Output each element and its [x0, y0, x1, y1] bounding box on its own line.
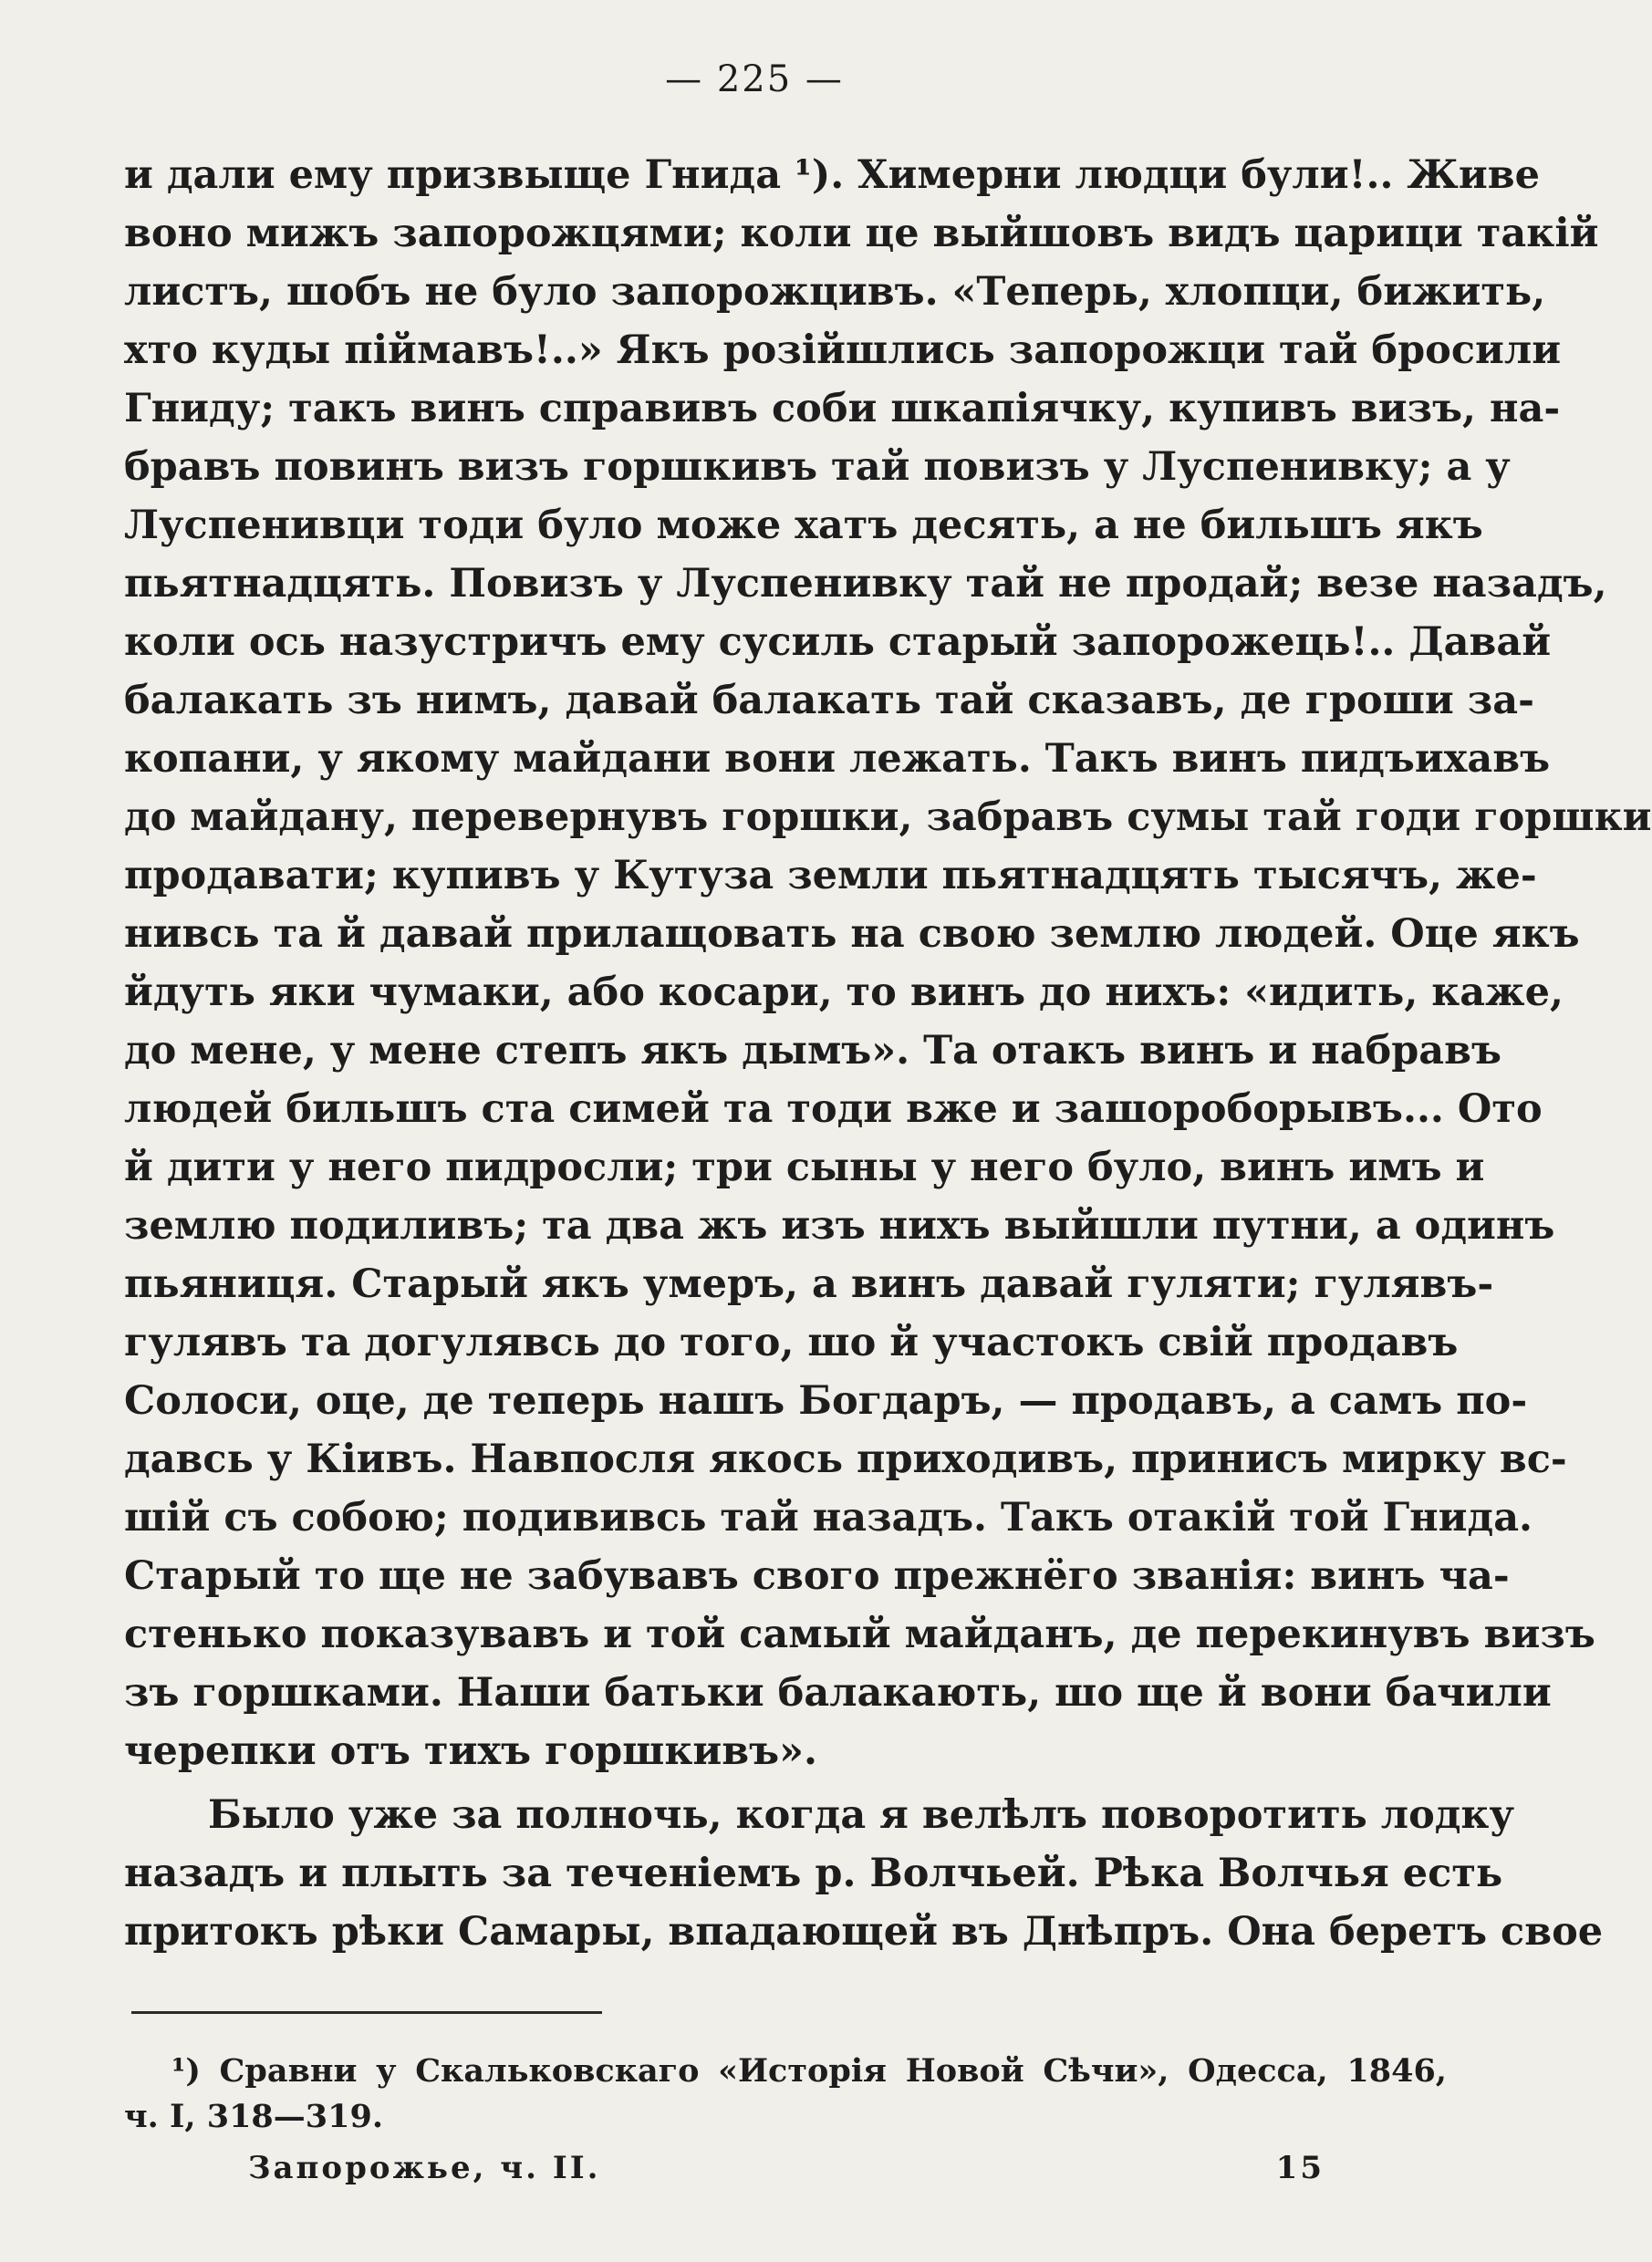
signature-mark: Запорожье, ч. II.: [248, 2150, 601, 2186]
text-line: воно мижъ запорожцями; коли це выйшовъ видъ царици такій: [124, 211, 1599, 256]
text-line: и дали ему призвыще Гнида ¹). Химерни людци були!.. Живе: [124, 152, 1540, 198]
text-line: балакать зъ нимъ, давай балакать тай сказавъ, де гроши за-: [124, 678, 1534, 723]
text-line: й дити у него пидросли; три сыны у него було, винъ имъ и: [124, 1145, 1485, 1190]
footnote-divider: [131, 2011, 602, 2014]
text-line: до мене, у мене степъ якъ дымъ». Та отакъ винъ и набравъ: [124, 1028, 1501, 1074]
text-line: шій съ собою; подививсь тай назадъ. Такъ отакій той Гнида.: [124, 1495, 1533, 1541]
text-line: листъ, шобъ не було запорожцивъ. «Теперь, хлопци, бижить,: [124, 269, 1546, 315]
text-line: пьятнадцять. Повизъ у Луспенивку тай не продай; везе назадъ,: [124, 561, 1607, 607]
text-line: хто куды піймавъ!..» Якъ розійшлись запорожци тай бросили: [124, 327, 1562, 373]
footnote: [124, 2049, 1447, 2140]
text-line: до майдану, перевернувъ горшки, забравъ сумы тай годи горшки: [124, 794, 1652, 840]
footnote-line: ч. I, 318—319.: [124, 2098, 384, 2135]
sheet-number: 15: [1275, 2150, 1325, 2186]
text-line: назадъ и плыть за теченіемъ р. Волчьей. Рѣка Волчья есть: [124, 1851, 1503, 1896]
text-line: притокъ рѣки Самары, впадающей въ Днѣпръ. Она беретъ свое: [124, 1909, 1604, 1955]
text-line: землю подиливъ; та два жъ изъ нихъ выйшли путни, а одинъ: [124, 1203, 1555, 1249]
text-line: нивсь та й давай прилащовать на свою землю людей. Оце якъ: [124, 911, 1580, 957]
text-line: Было уже за полночь, когда я велѣлъ поворотить лодку: [208, 1792, 1514, 1838]
text-line: Солоси, оце, де теперь нашъ Богдаръ, — продавъ, а самъ по-: [124, 1378, 1528, 1424]
text-line: Луспенивци тоди було може хатъ десять, а не бильшъ якъ: [124, 503, 1483, 548]
text-line: пьяниця. Старый якъ умеръ, а винъ давай гуляти; гулявъ-: [124, 1261, 1494, 1307]
text-line: давсь у Кіивъ. Навпосля якось приходивъ, принисъ мирку вс-: [124, 1437, 1567, 1482]
text-line: гулявъ та догулявсь до того, шо й участокъ свій продавъ: [124, 1320, 1459, 1365]
text-line: бравъ повинъ визъ горшкивъ тай повизъ у Луспенивку; а у: [124, 444, 1511, 490]
text-line: стенько показувавъ и той самый майданъ, де перекинувъ визъ: [124, 1612, 1595, 1657]
text-line: людей бильшъ ста симей та тоди вже и зашороборывъ... Ото: [124, 1086, 1543, 1132]
text-line: черепки отъ тихъ горшкивъ».: [124, 1728, 818, 1774]
text-line: коли ось назустричъ ему сусиль старый запорожець!.. Давай: [124, 619, 1552, 665]
text-line: зъ горшками. Наши батьки балакають, шо ще й вони бачили: [124, 1670, 1552, 1716]
text-line: Старый то ще не забувавъ свого прежнёго званія: винъ ча-: [124, 1553, 1510, 1599]
text-line: Гниду; такъ винъ справивъ соби шкапіячку, купивъ визъ, на-: [124, 386, 1561, 431]
main-text: [124, 146, 1652, 1961]
page-number-header: — 225 —: [665, 58, 844, 100]
text-line: йдуть яки чумаки, або косари, то винъ до нихъ: «идить, каже,: [124, 970, 1564, 1015]
text-line: продавати; купивъ у Кутуза земли пьятнадцять тысячъ, же-: [124, 853, 1537, 898]
text-line: копани, у якому майдани вони лежать. Такъ винъ пидъихавъ: [124, 736, 1551, 782]
footnote-line: ¹) Сравни у Скальковскаго «Исторія Новой Сѣчи», Одесса, 1846,: [171, 2052, 1447, 2090]
